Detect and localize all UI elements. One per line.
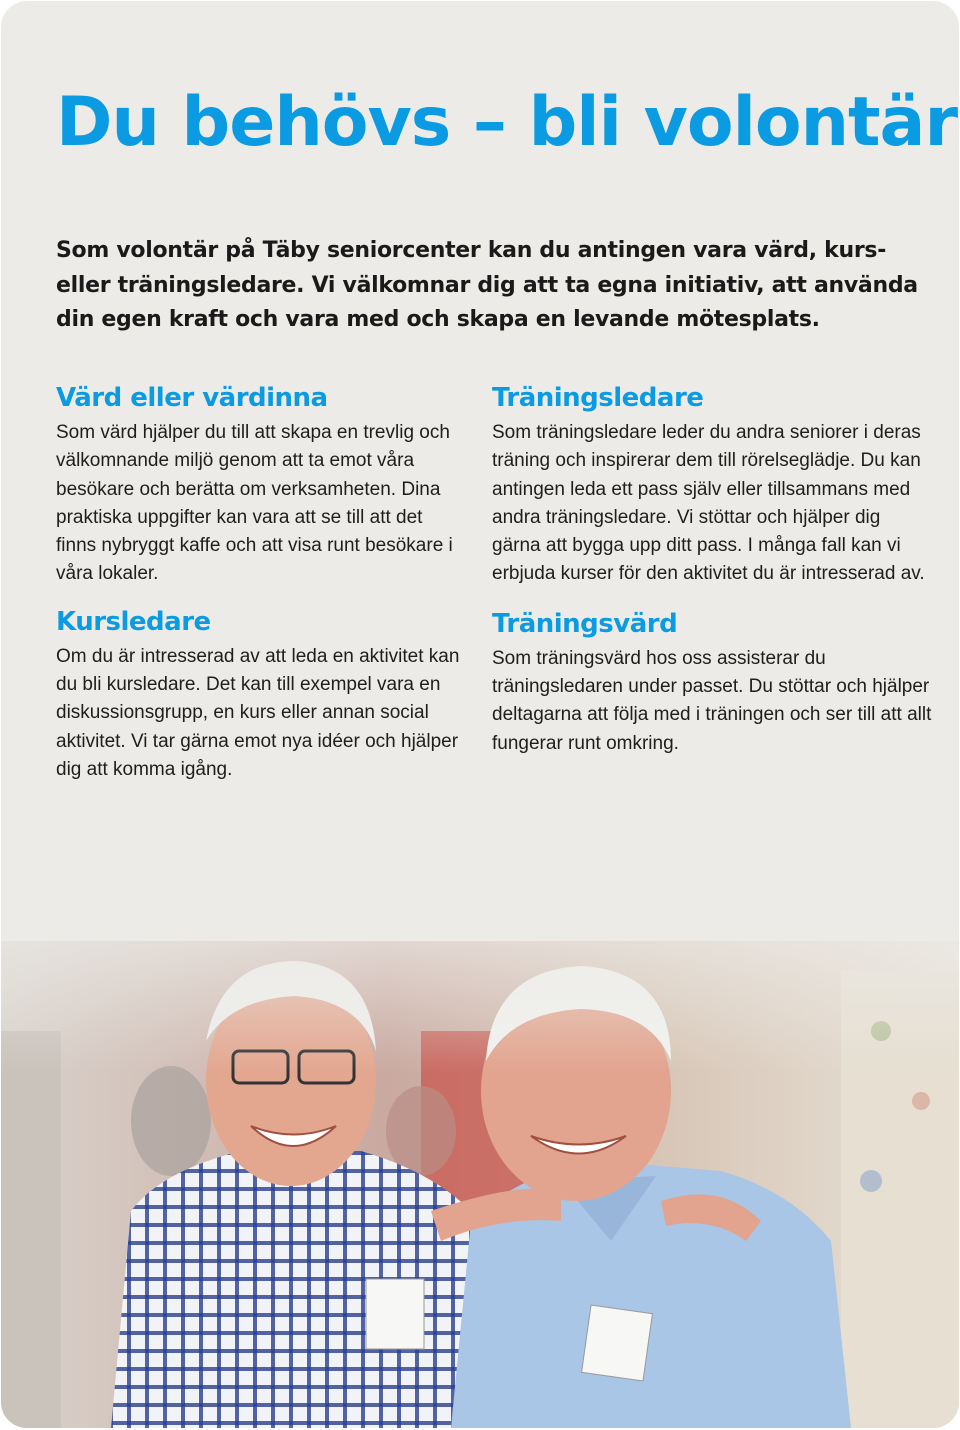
- page-title: Du behövs – bli volontär: [56, 83, 957, 162]
- training-host-heading: Träningsvärd: [492, 608, 678, 639]
- course-leader-heading: Kursledare: [56, 606, 211, 637]
- right-column: [492, 381, 932, 758]
- photo-illustration: [1, 881, 959, 1428]
- training-leader-heading: Träningsledare: [492, 383, 704, 413]
- volunteers-photo: [1, 881, 959, 1428]
- course-leader-body: Om du är intresserad av att leda en aktivitet kan du bli kursledare. Det kan till exempel vara en diskussionsgrupp, en kurs eller annan social aktivitet. Vi tar gärna emot nya idéer och hjälper dig att komma igång.: [56, 645, 460, 780]
- host-body: Som värd hjälper du till att skapa en trevlig och välkomnande miljö genom att ta emot våra besökare och berätta om verksamheten. Dina praktiska uppgifter kan vara att se till att det finns nybryggt kaffe och att visa runt besökare i våra lokaler.: [56, 422, 453, 585]
- training-host-body: Som träningsvärd hos oss assisterar du träningsledaren under passet. Du stöttar och hjälper deltagarna att följa med i träningen och ser till att allt fungerar runt omkring.: [492, 647, 932, 754]
- training-leader-body: Som träningsledare leder du andra seniorer i deras träning och inspirerar dem till rörelseglädje. Du kan antingen leda ett pass själv eller tillsammans med andra träningsledare. Vi stöttar och hjälper dig gärna att bygga upp ditt pass. I många fall kan vi erbjuda kurser för den aktivitet du är intresserad av.: [492, 422, 925, 585]
- brochure-page: [1, 1, 959, 1428]
- host-heading: Värd eller värdinna: [56, 383, 328, 413]
- intro-text: Som volontär på Täby seniorcenter kan du antingen vara värd, kurs- eller träningsledare. Vi välkomnar dig att ta egna initiativ, att använda din egen kraft och vara med och skapa en levande mötesplats.: [56, 238, 918, 332]
- left-column: [56, 381, 466, 784]
